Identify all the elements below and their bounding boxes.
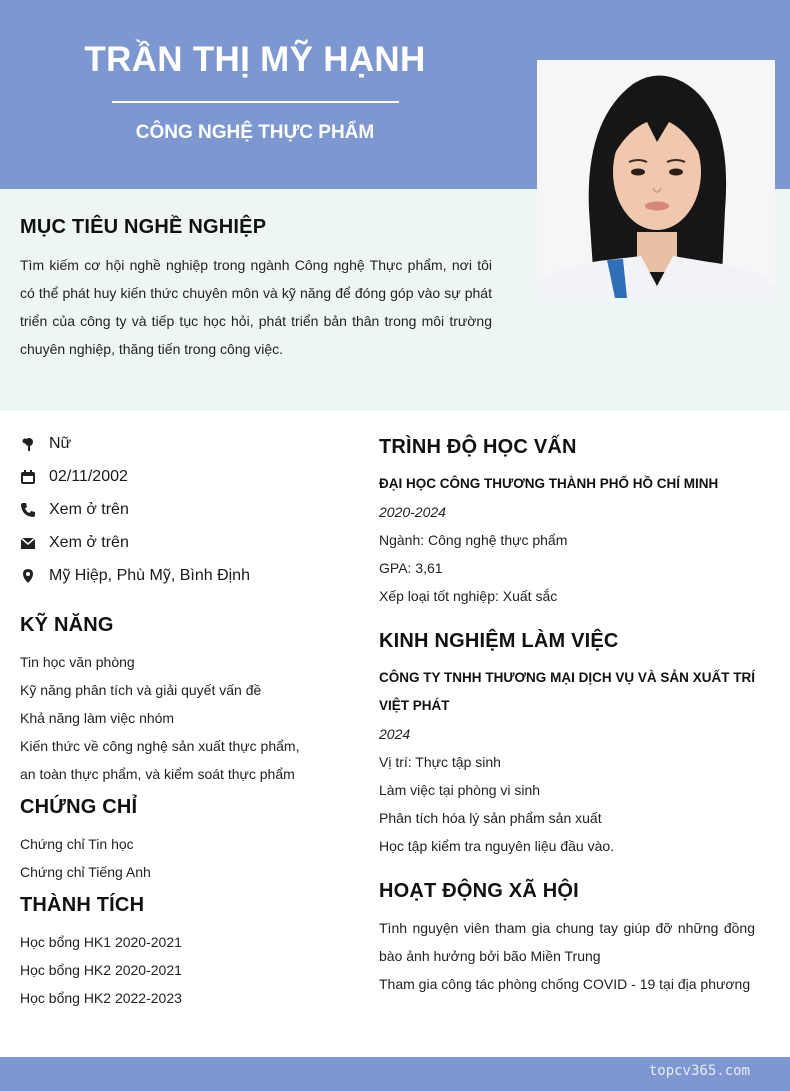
brand-watermark: topcv365.com (648, 1063, 750, 1079)
address-text: Mỹ Hiệp, Phù Mỹ, Bình Định (49, 567, 250, 584)
school-name: ĐẠI HỌC CÔNG THƯƠNG THÀNH PHỐ HỒ CHÍ MINH (379, 476, 719, 491)
contact-phone (20, 499, 129, 521)
experience-title: KINH NGHIỆM LÀM VIỆC (379, 630, 619, 652)
gender-text: Nữ (49, 435, 72, 452)
location-pin-icon (20, 568, 36, 584)
birthdate-text: 02/11/2002 (49, 468, 128, 485)
skill-item: an toàn thực phẩm, và kiểm soát thực phẩm (20, 766, 295, 782)
email-icon (20, 535, 36, 551)
profile-photo (537, 60, 775, 298)
experience-detail: Vị trí: Thực tập sinh (379, 754, 501, 770)
calendar-icon (20, 469, 36, 485)
contact-birthdate (20, 466, 128, 488)
certificates-title: CHỨNG CHỈ (20, 796, 138, 818)
certificate-item: Chứng chỉ Tin học (20, 836, 134, 852)
candidate-name: TRẦN THỊ MỸ HẠNH (84, 40, 426, 79)
achievement-item: Học bổng HK1 2020-2021 (20, 934, 182, 950)
skill-item: Tin học văn phòng (20, 654, 135, 670)
skill-item: Kiến thức về công nghệ sản xuất thực phẩm, (20, 738, 300, 754)
gender-icon (20, 436, 36, 452)
experience-period: 2024 (379, 726, 411, 742)
company-name: CÔNG TY TNHH THƯƠNG MẠI DỊCH VỤ VÀ SẢN XUẤT TRÍ VIỆT PHÁT (379, 670, 755, 713)
email-text: Xem ở trên (49, 534, 129, 551)
activity-item: Tình nguyện viên tham gia chung tay giúp đỡ những đồng bào ảnh hưởng bởi bão Miền Trung (379, 920, 755, 964)
portrait-image (537, 60, 775, 298)
skill-item: Kỹ năng phân tích và giải quyết vấn đề (20, 682, 262, 698)
name-divider (112, 101, 399, 103)
certificate-item: Chứng chỉ Tiếng Anh (20, 864, 151, 880)
skill-item: Khả năng làm việc nhóm (20, 710, 175, 726)
contact-address (20, 565, 250, 587)
experience-detail: Phân tích hóa lý sản phẩm sản xuất (379, 810, 602, 826)
education-period: 2020-2024 (379, 504, 446, 520)
footer-bar (0, 1057, 790, 1091)
objective-text: Tìm kiếm cơ hội nghề nghiệp trong ngành Công nghệ Thực phẩm, nơi tôi có thể phát huy kiến thức chuyên môn và kỹ năng để đóng góp vào sự phát triển của công ty và tiếp tục học hỏi, phát triển bản thân trong môi trường chuyên nghiệp, thăng tiến trong công việc. (20, 257, 492, 357)
education-title: TRÌNH ĐỘ HỌC VẤN (379, 436, 577, 458)
job-title: CÔNG NGHỆ THỰC PHẨM (135, 122, 375, 143)
contact-email (20, 532, 129, 554)
phone-icon (20, 502, 36, 518)
achievements-title: THÀNH TÍCH (20, 894, 145, 916)
phone-text: Xem ở trên (49, 501, 129, 518)
contact-gender (20, 433, 71, 455)
activities-title: HOẠT ĐỘNG XÃ HỘI (379, 880, 579, 902)
education-detail: Xếp loại tốt nghiệp: Xuất sắc (379, 588, 558, 604)
experience-detail: Làm việc tại phòng vi sinh (379, 782, 541, 798)
activity-item: Tham gia công tác phòng chống COVID - 19 tại địa phương (379, 976, 751, 992)
skills-title: KỸ NĂNG (20, 614, 114, 636)
objective-title: MỤC TIÊU NGHỀ NGHIỆP (20, 216, 267, 238)
achievement-item: Học bổng HK2 2020-2021 (20, 962, 182, 978)
education-detail: Ngành: Công nghệ thực phẩm (379, 532, 568, 548)
experience-detail: Học tập kiểm tra nguyên liệu đầu vào. (379, 838, 615, 854)
education-detail: GPA: 3,61 (379, 560, 443, 576)
achievement-item: Học bổng HK2 2022-2023 (20, 990, 182, 1006)
